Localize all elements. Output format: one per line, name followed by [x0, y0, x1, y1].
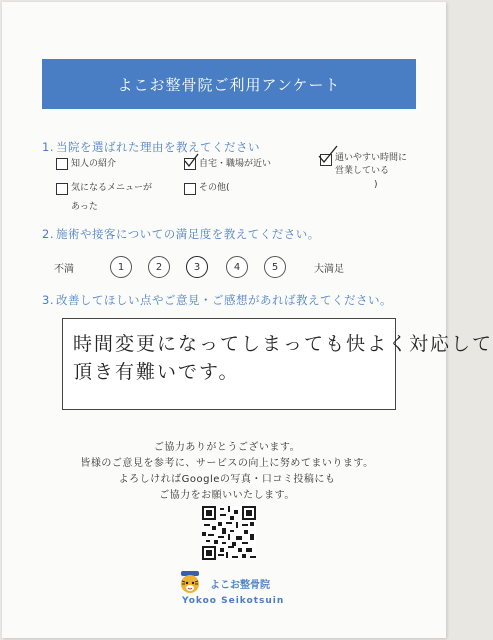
- option-convenient-hours[interactable]: [320, 152, 407, 178]
- thanks-line-2: 皆様のご意見を参考に、サービスの向上に努めてまいります。: [80, 458, 374, 469]
- option-menu-interest-line2: あった: [71, 202, 98, 212]
- option-convenient-hours-label: [335, 152, 407, 178]
- option-near-home-label: 自宅・職場が近い: [199, 159, 272, 169]
- question-2-number: 2.: [42, 227, 54, 241]
- comment-line-2: 頂き有難いです。: [73, 361, 240, 383]
- option-near-home-checkbox[interactable]: [184, 158, 196, 170]
- question-1-text: 当院を選ばれた理由を教えてください: [55, 140, 260, 154]
- thanks-line-1: ご協力ありがとうございます。: [153, 442, 301, 453]
- option-convenient-hours-line1: 通いやすい時間に: [335, 153, 408, 163]
- option-near-home[interactable]: [184, 158, 271, 171]
- tiger-mascot-icon: [178, 570, 202, 596]
- rating-5[interactable]: 5: [264, 256, 286, 278]
- qr-code-icon[interactable]: [202, 506, 256, 560]
- question-2-title: [42, 226, 320, 242]
- comment-answer-box[interactable]: [62, 318, 493, 410]
- option-convenient-hours-checkbox[interactable]: [320, 154, 332, 166]
- option-other-label: その他(: [199, 183, 230, 193]
- question-1-title: [42, 139, 260, 155]
- comment-line-1: 時間変更になってしまっても快よく対応して: [73, 333, 493, 355]
- option-referral[interactable]: [56, 158, 116, 171]
- question-1-number: 1.: [42, 140, 54, 154]
- thanks-line-4: ご協力をお願いいたします。: [159, 490, 295, 501]
- option-convenient-hours-line2: 営業している: [335, 166, 390, 176]
- question-3-text: 改善してほしい点やご意見・ご感想があれば教えてください。: [55, 293, 392, 307]
- option-menu-interest-label: [71, 182, 152, 214]
- option-other-checkbox[interactable]: [184, 183, 196, 195]
- rating-3-selected[interactable]: 3: [186, 256, 208, 278]
- option-menu-interest[interactable]: [56, 182, 152, 214]
- other-close-paren: ): [374, 180, 378, 190]
- scale-low-label: 不満: [54, 264, 74, 275]
- option-menu-interest-checkbox[interactable]: [56, 183, 68, 195]
- check-mark-icon: [318, 146, 338, 166]
- question-2-text: 施術や接客についての満足度を教えてください。: [55, 227, 320, 241]
- option-menu-interest-line1: 気になるメニューが: [71, 183, 153, 193]
- survey-title: よこお整骨院ご利用アンケート: [117, 75, 341, 94]
- rating-1[interactable]: 1: [110, 256, 132, 278]
- rating-2[interactable]: 2: [148, 256, 170, 278]
- option-other[interactable]: [184, 182, 230, 195]
- question-3-title: [42, 292, 392, 308]
- rating-4[interactable]: 4: [226, 256, 248, 278]
- logo-romaji: Yokoo Seikotsuin: [182, 596, 285, 606]
- option-referral-checkbox[interactable]: [56, 158, 68, 170]
- survey-sheet: [2, 2, 493, 638]
- scale-high-label: 大満足: [314, 264, 344, 275]
- question-3-number: 3.: [42, 293, 54, 307]
- option-referral-label: 知人の紹介: [71, 159, 117, 169]
- check-mark-icon: [183, 153, 199, 169]
- thanks-line-3: よろしければGoogleの写真・口コミ投稿にも: [118, 474, 336, 485]
- survey-title-banner: [42, 59, 416, 109]
- logo-name: よこお整骨院: [210, 580, 270, 591]
